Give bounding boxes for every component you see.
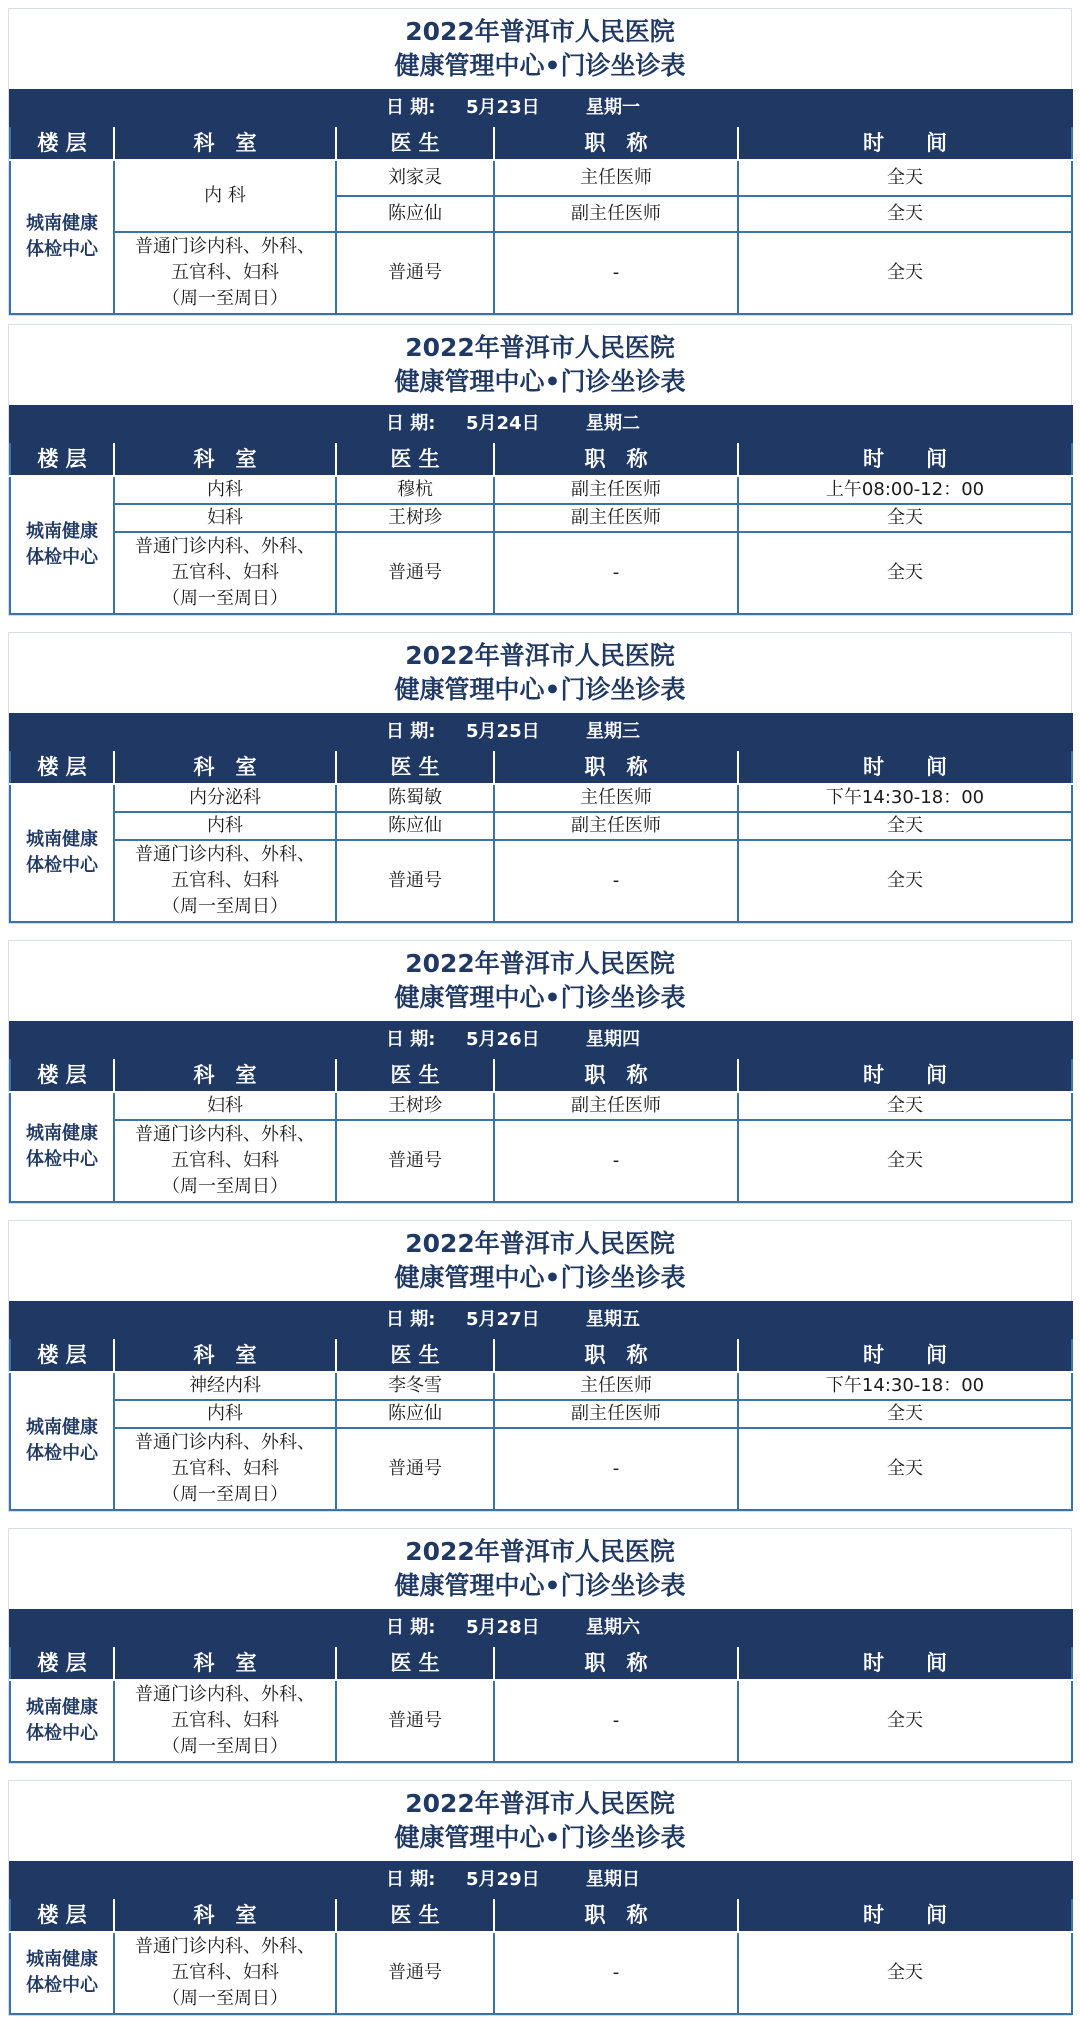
doctor-cell: 穆杭 bbox=[336, 476, 494, 504]
department-cell: 妇科 bbox=[114, 1092, 336, 1120]
schedule-block bbox=[8, 8, 1072, 316]
header-floor: 楼 层 bbox=[10, 1338, 114, 1372]
header-title: 职 称 bbox=[494, 1058, 738, 1092]
general-department-cell: 普通门诊内科、外科、 五官科、妇科 （周一至周日） bbox=[114, 840, 336, 922]
header-title: 职 称 bbox=[494, 442, 738, 476]
general-time-cell: 全天 bbox=[738, 532, 1072, 614]
doctor-cell: 陈蜀敏 bbox=[336, 784, 494, 812]
header-department: 科 室 bbox=[114, 442, 336, 476]
date-bar bbox=[10, 90, 1072, 126]
general-department-cell: 普通门诊内科、外科、 五官科、妇科 （周一至周日） bbox=[114, 532, 336, 614]
general-doctor-cell: 普通号 bbox=[336, 1120, 494, 1202]
schedule-table bbox=[9, 1301, 1073, 1511]
header-time: 时 间 bbox=[738, 1898, 1072, 1932]
schedule-name: 健康管理中心•门诊坐诊表 bbox=[394, 983, 686, 1012]
general-department-cell: 普通门诊内科、外科、 五官科、妇科 （周一至周日） bbox=[114, 1680, 336, 1762]
schedule-block bbox=[8, 1220, 1072, 1512]
general-doctor-cell: 普通号 bbox=[336, 1932, 494, 2014]
doctor-cell: 李冬雪 bbox=[336, 1372, 494, 1400]
block-spacer bbox=[8, 316, 1072, 324]
general-doctor-cell: 普通号 bbox=[336, 232, 494, 314]
doctor-cell: 刘家灵 bbox=[336, 160, 494, 196]
title-cell: 主任医师 bbox=[494, 1372, 738, 1400]
general-department-cell: 普通门诊内科、外科、 五官科、妇科 （周一至周日） bbox=[114, 232, 336, 314]
schedule-title bbox=[9, 941, 1071, 1021]
department-cell: 内科 bbox=[114, 812, 336, 840]
floor-cell: 城南健康 体检中心 bbox=[10, 1680, 114, 1762]
general-department-cell: 普通门诊内科、外科、 五官科、妇科 （周一至周日） bbox=[114, 1932, 336, 2014]
department-cell: 内 科 bbox=[114, 160, 336, 232]
department-cell: 内科 bbox=[114, 476, 336, 504]
header-doctor: 医 生 bbox=[336, 750, 494, 784]
schedule-block bbox=[8, 1780, 1072, 2016]
department-cell: 神经内科 bbox=[114, 1372, 336, 1400]
weekday-value: 星期日 bbox=[586, 1869, 641, 1890]
header-time: 时 间 bbox=[738, 1058, 1072, 1092]
block-spacer bbox=[8, 1764, 1072, 1780]
header-department: 科 室 bbox=[114, 1898, 336, 1932]
hospital-name: 2022年普洱市人民医院 bbox=[405, 17, 675, 46]
floor-cell: 城南健康 体检中心 bbox=[10, 476, 114, 614]
header-floor: 楼 层 bbox=[10, 442, 114, 476]
floor-cell: 城南健康 体检中心 bbox=[10, 160, 114, 314]
hospital-name: 2022年普洱市人民医院 bbox=[405, 1537, 675, 1566]
table-row bbox=[10, 504, 1072, 532]
header-time: 时 间 bbox=[738, 750, 1072, 784]
header-floor: 楼 层 bbox=[10, 1646, 114, 1680]
block-spacer bbox=[8, 616, 1072, 632]
date-bar bbox=[10, 1302, 1072, 1338]
header-department: 科 室 bbox=[114, 1646, 336, 1680]
doctor-cell: 王树珍 bbox=[336, 504, 494, 532]
schedule-name: 健康管理中心•门诊坐诊表 bbox=[394, 1823, 686, 1852]
header-time: 时 间 bbox=[738, 442, 1072, 476]
table-row bbox=[10, 160, 1072, 196]
schedule-name: 健康管理中心•门诊坐诊表 bbox=[394, 675, 686, 704]
date-bar bbox=[10, 714, 1072, 750]
general-time-cell: 全天 bbox=[738, 1120, 1072, 1202]
schedule-title bbox=[9, 1221, 1071, 1301]
date-bar bbox=[10, 406, 1072, 442]
general-title-cell: - bbox=[494, 1680, 738, 1762]
table-row bbox=[10, 1932, 1072, 2014]
schedule-table bbox=[9, 1609, 1073, 1763]
time-cell: 下午14:30-18：00 bbox=[738, 1372, 1072, 1400]
schedule-name: 健康管理中心•门诊坐诊表 bbox=[394, 1263, 686, 1292]
schedule-block bbox=[8, 632, 1072, 924]
date-value: 5月27日 bbox=[466, 1309, 540, 1330]
table-row bbox=[10, 532, 1072, 614]
table-row bbox=[10, 1372, 1072, 1400]
header-doctor: 医 生 bbox=[336, 1646, 494, 1680]
header-doctor: 医 生 bbox=[336, 442, 494, 476]
general-time-cell: 全天 bbox=[738, 1932, 1072, 2014]
weekday-value: 星期六 bbox=[586, 1617, 641, 1638]
schedule-name: 健康管理中心•门诊坐诊表 bbox=[394, 51, 686, 80]
header-floor: 楼 层 bbox=[10, 1058, 114, 1092]
schedule-block bbox=[8, 1528, 1072, 1764]
hospital-name: 2022年普洱市人民医院 bbox=[405, 641, 675, 670]
date-value: 5月29日 bbox=[466, 1869, 540, 1890]
time-cell: 全天 bbox=[738, 160, 1072, 196]
block-spacer bbox=[8, 924, 1072, 940]
time-cell: 全天 bbox=[738, 812, 1072, 840]
schedule-title bbox=[9, 1529, 1071, 1609]
department-cell: 妇科 bbox=[114, 504, 336, 532]
schedule-name: 健康管理中心•门诊坐诊表 bbox=[394, 1571, 686, 1600]
general-doctor-cell: 普通号 bbox=[336, 840, 494, 922]
header-doctor: 医 生 bbox=[336, 1058, 494, 1092]
general-title-cell: - bbox=[494, 532, 738, 614]
date-label: 日 期: bbox=[386, 1617, 436, 1638]
header-title: 职 称 bbox=[494, 750, 738, 784]
header-time: 时 间 bbox=[738, 1338, 1072, 1372]
date-value: 5月28日 bbox=[466, 1617, 540, 1638]
date-label: 日 期: bbox=[386, 97, 436, 118]
schedule-title bbox=[9, 633, 1071, 713]
date-label: 日 期: bbox=[386, 1309, 436, 1330]
general-doctor-cell: 普通号 bbox=[336, 1428, 494, 1510]
general-time-cell: 全天 bbox=[738, 1680, 1072, 1762]
title-cell: 副主任医师 bbox=[494, 504, 738, 532]
time-cell: 全天 bbox=[738, 196, 1072, 232]
title-cell: 副主任医师 bbox=[494, 476, 738, 504]
table-row bbox=[10, 840, 1072, 922]
general-title-cell: - bbox=[494, 840, 738, 922]
title-cell: 主任医师 bbox=[494, 784, 738, 812]
general-department-cell: 普通门诊内科、外科、 五官科、妇科 （周一至周日） bbox=[114, 1120, 336, 1202]
header-time: 时 间 bbox=[738, 1646, 1072, 1680]
date-label: 日 期: bbox=[386, 1029, 436, 1050]
table-row bbox=[10, 1400, 1072, 1428]
time-cell: 上午08:00-12：00 bbox=[738, 476, 1072, 504]
schedule-block bbox=[8, 940, 1072, 1204]
floor-cell: 城南健康 体检中心 bbox=[10, 1092, 114, 1202]
header-title: 职 称 bbox=[494, 126, 738, 160]
schedule-title bbox=[9, 325, 1071, 405]
table-row bbox=[10, 784, 1072, 812]
header-department: 科 室 bbox=[114, 750, 336, 784]
table-row bbox=[10, 1428, 1072, 1510]
title-cell: 副主任医师 bbox=[494, 1092, 738, 1120]
date-bar bbox=[10, 1022, 1072, 1058]
weekday-value: 星期五 bbox=[586, 1309, 641, 1330]
header-time: 时 间 bbox=[738, 126, 1072, 160]
general-title-cell: - bbox=[494, 1120, 738, 1202]
schedule-table bbox=[9, 1861, 1073, 2015]
general-doctor-cell: 普通号 bbox=[336, 1680, 494, 1762]
header-doctor: 医 生 bbox=[336, 1898, 494, 1932]
header-doctor: 医 生 bbox=[336, 126, 494, 160]
title-cell: 副主任医师 bbox=[494, 1400, 738, 1428]
schedule-name: 健康管理中心•门诊坐诊表 bbox=[394, 367, 686, 396]
date-label: 日 期: bbox=[386, 721, 436, 742]
header-title: 职 称 bbox=[494, 1898, 738, 1932]
schedule-block bbox=[8, 324, 1072, 616]
general-department-cell: 普通门诊内科、外科、 五官科、妇科 （周一至周日） bbox=[114, 1428, 336, 1510]
hospital-name: 2022年普洱市人民医院 bbox=[405, 949, 675, 978]
hospital-name: 2022年普洱市人民医院 bbox=[405, 1229, 675, 1258]
table-row bbox=[10, 812, 1072, 840]
department-cell: 内科 bbox=[114, 1400, 336, 1428]
date-label: 日 期: bbox=[386, 413, 436, 434]
time-cell: 下午14:30-18：00 bbox=[738, 784, 1072, 812]
department-cell: 内分泌科 bbox=[114, 784, 336, 812]
doctor-cell: 陈应仙 bbox=[336, 812, 494, 840]
date-value: 5月25日 bbox=[466, 721, 540, 742]
header-floor: 楼 层 bbox=[10, 750, 114, 784]
schedule-table bbox=[9, 713, 1073, 923]
weekday-value: 星期一 bbox=[586, 97, 641, 118]
title-cell: 副主任医师 bbox=[494, 812, 738, 840]
general-time-cell: 全天 bbox=[738, 1428, 1072, 1510]
schedule-title bbox=[9, 1781, 1071, 1861]
general-doctor-cell: 普通号 bbox=[336, 532, 494, 614]
schedule-page bbox=[8, 8, 1072, 2016]
date-value: 5月24日 bbox=[466, 413, 540, 434]
schedule-table bbox=[9, 89, 1073, 315]
header-title: 职 称 bbox=[494, 1646, 738, 1680]
time-cell: 全天 bbox=[738, 1400, 1072, 1428]
floor-cell: 城南健康 体检中心 bbox=[10, 1372, 114, 1510]
table-row bbox=[10, 476, 1072, 504]
hospital-name: 2022年普洱市人民医院 bbox=[405, 1789, 675, 1818]
date-label: 日 期: bbox=[386, 1869, 436, 1890]
header-doctor: 医 生 bbox=[336, 1338, 494, 1372]
general-title-cell: - bbox=[494, 232, 738, 314]
time-cell: 全天 bbox=[738, 504, 1072, 532]
date-value: 5月26日 bbox=[466, 1029, 540, 1050]
general-title-cell: - bbox=[494, 1428, 738, 1510]
date-bar bbox=[10, 1862, 1072, 1898]
time-cell: 全天 bbox=[738, 1092, 1072, 1120]
floor-cell: 城南健康 体检中心 bbox=[10, 784, 114, 922]
floor-cell: 城南健康 体检中心 bbox=[10, 1932, 114, 2014]
title-cell: 副主任医师 bbox=[494, 196, 738, 232]
block-spacer bbox=[8, 1204, 1072, 1220]
title-cell: 主任医师 bbox=[494, 160, 738, 196]
header-department: 科 室 bbox=[114, 1058, 336, 1092]
weekday-value: 星期三 bbox=[586, 721, 641, 742]
table-row bbox=[10, 1680, 1072, 1762]
hospital-name: 2022年普洱市人民医院 bbox=[405, 333, 675, 362]
doctor-cell: 陈应仙 bbox=[336, 1400, 494, 1428]
header-floor: 楼 层 bbox=[10, 1898, 114, 1932]
table-row bbox=[10, 1120, 1072, 1202]
general-time-cell: 全天 bbox=[738, 232, 1072, 314]
date-bar bbox=[10, 1610, 1072, 1646]
table-row bbox=[10, 1092, 1072, 1120]
table-row bbox=[10, 232, 1072, 314]
header-department: 科 室 bbox=[114, 126, 336, 160]
header-floor: 楼 层 bbox=[10, 126, 114, 160]
date-value: 5月23日 bbox=[466, 97, 540, 118]
block-spacer bbox=[8, 1512, 1072, 1528]
doctor-cell: 陈应仙 bbox=[336, 196, 494, 232]
schedule-table bbox=[9, 1021, 1073, 1203]
schedule-title bbox=[9, 9, 1071, 89]
doctor-cell: 王树珍 bbox=[336, 1092, 494, 1120]
general-time-cell: 全天 bbox=[738, 840, 1072, 922]
general-title-cell: - bbox=[494, 1932, 738, 2014]
weekday-value: 星期二 bbox=[586, 413, 641, 434]
schedule-table bbox=[9, 405, 1073, 615]
header-title: 职 称 bbox=[494, 1338, 738, 1372]
header-department: 科 室 bbox=[114, 1338, 336, 1372]
weekday-value: 星期四 bbox=[586, 1029, 641, 1050]
